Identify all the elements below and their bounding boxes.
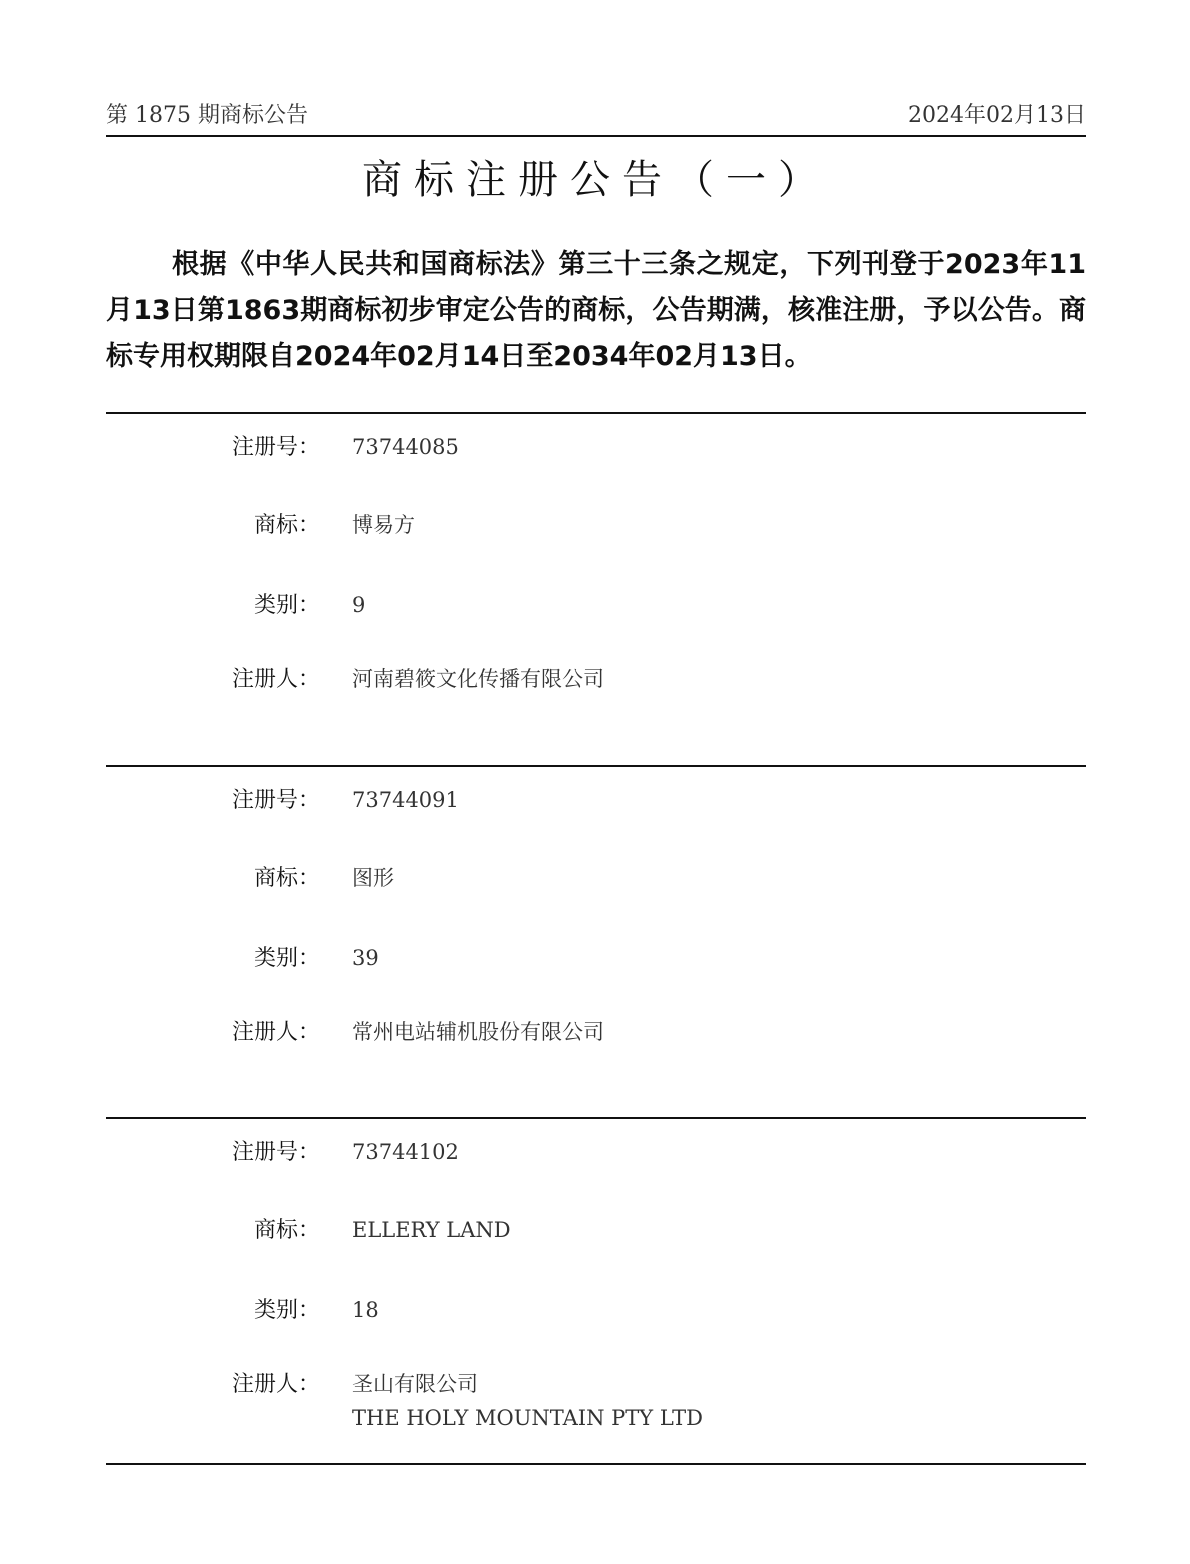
registrant-row — [106, 662, 1086, 698]
registrant-row — [106, 1367, 1086, 1439]
registrant-name-zh: 圣山有限公司 — [352, 1372, 478, 1396]
class-value: 9 — [352, 593, 366, 617]
entry-divider — [106, 1117, 1086, 1119]
intro-paragraph: 根据《中华人民共和国商标法》第三十三条之规定，下列刊登于2023年11月13日第1863期商标初步审定公告的商标，公告期满，核准注册，予以公告。商标专用权期限自2024年02月14日至2034年02月13日。 — [106, 249, 1086, 372]
mark-label: 商标： — [253, 866, 320, 891]
reg-no-label: 注册号： — [231, 1140, 320, 1165]
reg-no-label: 注册号： — [231, 435, 320, 460]
registrant-value: 常州电站辅机股份有限公司 — [352, 1020, 604, 1044]
registrant-label: 注册人： — [231, 667, 320, 692]
publication-date: 2024年02月13日 — [908, 103, 1086, 128]
mark-label: 商标： — [253, 513, 320, 538]
mark-row — [106, 861, 1086, 897]
class-label: 类别： — [253, 946, 320, 971]
reg-no-row — [106, 783, 1086, 819]
reg-no-label: 注册号： — [231, 788, 320, 813]
registrant-value: 河南碧筱文化传播有限公司 — [352, 667, 604, 691]
mark-value: ELLERY LAND — [352, 1218, 511, 1242]
registrant-value — [352, 1367, 703, 1435]
mark-value: 博易方 — [352, 513, 415, 537]
class-row — [106, 1293, 1086, 1329]
class-label: 类别： — [253, 593, 320, 618]
reg-no-row — [106, 430, 1086, 466]
entry-divider — [106, 412, 1086, 414]
class-label: 类别： — [253, 1298, 320, 1323]
registrant-label: 注册人： — [231, 1372, 320, 1397]
reg-no-value: 73744091 — [352, 788, 459, 812]
class-value: 39 — [352, 946, 379, 970]
mark-value: 图形 — [352, 866, 394, 890]
class-row — [106, 941, 1086, 977]
registrant-row — [106, 1015, 1086, 1051]
header-divider — [106, 135, 1086, 137]
entry-divider — [106, 765, 1086, 767]
class-value: 18 — [352, 1298, 379, 1322]
issue-number: 第 1875 期商标公告 — [106, 103, 308, 128]
mark-row — [106, 1213, 1086, 1249]
page-header — [106, 94, 1086, 130]
class-row — [106, 588, 1086, 624]
registrant-label: 注册人： — [231, 1020, 320, 1045]
reg-no-value: 73744085 — [352, 435, 459, 459]
reg-no-row — [106, 1135, 1086, 1171]
footer-divider — [106, 1463, 1086, 1465]
reg-no-value: 73744102 — [352, 1140, 459, 1164]
mark-row — [106, 508, 1086, 544]
mark-label: 商标： — [253, 1218, 320, 1243]
registrant-name-en: THE HOLY MOUNTAIN PTY LTD — [352, 1406, 703, 1430]
page-title: 商标注册公告（一） — [362, 157, 830, 203]
